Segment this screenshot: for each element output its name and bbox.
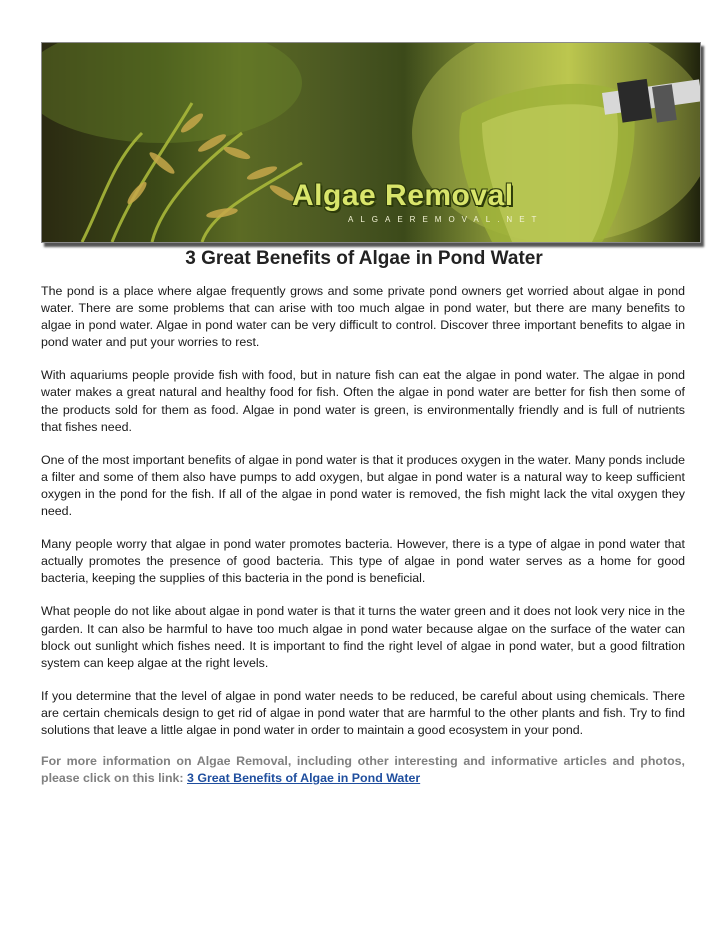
article-title: 3 Great Benefits of Algae in Pond Water [185,248,543,269]
article-link[interactable]: 3 Great Benefits of Algae in Pond Water [187,771,421,786]
more-info-text: For more information on Algae Removal, including other interesting and informative articles and photos, please click on this link: [41,754,685,786]
article-body [41,283,685,803]
paragraph: What people do not like about algae in pond water is that it turns the water green and it does not look very nice in the garden. It can also be harmful to have too much algae in pond water because algae on the surface of the water can block out sunlight which fishes need. It is important to find the right level of algae in pond water, but a good filtration system can keep algae at the right levels. [41,604,685,670]
paragraph: One of the most important benefits of algae in pond water is that it produces oxygen in the water. Many ponds include a filter and some of them also have pumps to add oxygen, but algae in pond water is a natural way to keep sufficient oxygen in the pond for the fish. If all of the algae in pond water is removed, the fish might lack the vital oxygen they need. [41,452,685,519]
banner-subtitle: ALGAEREMOVAL.NET [348,215,544,224]
paragraph: Many people worry that algae in pond water promotes bacteria. However, there is a type of algae in pond water that actually promotes the presence of good bacteria. This type of algae in pond water serves as a home for good bacteria, keeping the supplies of this bacteria in the pond is beneficial. [41,537,685,586]
paragraph: The pond is a place where algae frequently grows and some private pond owners get worried about algae in pond water. There are some problems that can arise with too much algae in pond water, but there are many benefits to algae in pond water. Algae in pond water can be very difficult to control. Discover three important benefits to algae in pond water and put your worries to rest. [41,284,685,350]
more-info [41,753,685,787]
paragraph: With aquariums people provide fish with food, but in nature fish can eat the algae in pond water. The algae in pond water makes a great natural and healthy food for fish. Often the algae in pond water are better for fish then some of the products sold for them as food. Algae in pond water is green, is environmentally friendly and is full of nutrients that fishes need. [41,368,685,434]
banner-title: Algae Removal [292,179,514,212]
header-banner [41,42,701,243]
paragraph: If you determine that the level of algae in pond water needs to be reduced, be careful about using chemicals. There are certain chemicals design to get rid of algae in pond water that are harmful to the other plants and fish. Try to find solutions that leave a little algae in pond water in order to maintain a good ecosystem in your pond. [41,688,685,737]
